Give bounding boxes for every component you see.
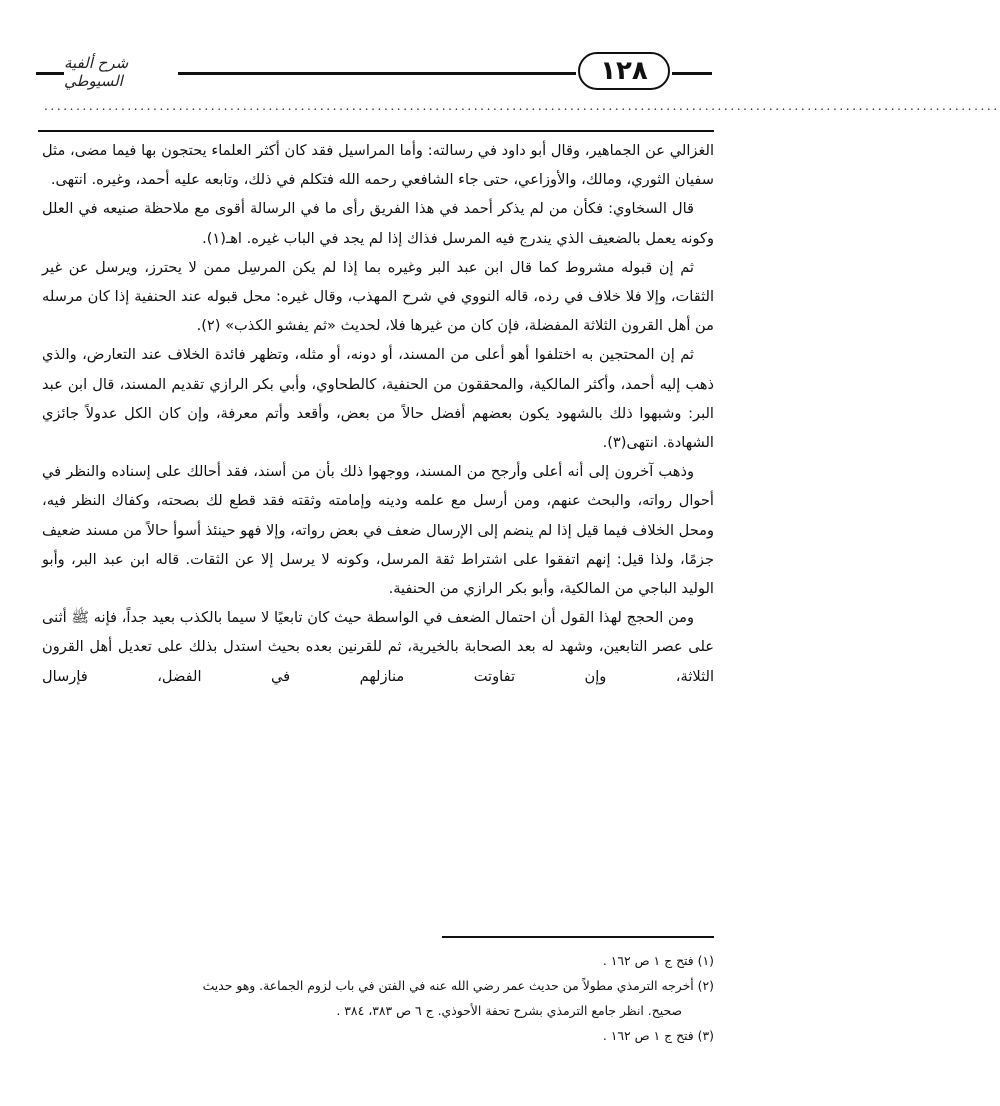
top-rule <box>38 130 714 132</box>
dotted-separator: ..................................................................................................................................................... <box>44 99 1000 113</box>
paragraph-4: ثم إن المحتجين به اختلفوا أهو أعلى من المسند، أو دونه، أو مثله، وتظهر فائدة الخلاف عند التعارض، والذي ذهب إليه أحمد، وأكثر المالكية، والمحققون من الحنفية، كالطحاوي، وأبي بكر الرازي تقديم المسند، قال ابن عبد البر: وشبهوا ذلك بالشهود يكون بعضهم أفضل حالاً من بعض، وأقعد وأتم معرفة، وإن كان الكل عدولاً جائزي الشهادة. انتهى(٣). <box>42 346 714 452</box>
header-rule-left <box>36 72 64 75</box>
paragraph-5: وذهب آخرون إلى أنه أعلى وأرجح من المسند، ووجهوا ذلك بأن من أسند، فقد أحالك على إسناده والنظر في أحوال رواته، والبحث عنهم، ومن أرسل مع علمه ودينه وإمامته وثقته فقد قطع لك بصحته، وكفاك النظر فيه، ومحل الخلاف فيما قيل إذا لم ينضم إلى الإرسال ضعف في بعض رواته، وإلا فهو حينئذ أسوأ حالاً من مسند ضعيف جزمًا، ولذا قيل: إنهم اتفقوا على اشتراط ثقة المرسل، وكونه لا يرسل إلا عن الثقات. قاله ابن عبد البر، وأبو الوليد الباجي من المالكية، وأبو بكر الرازي من الحنفية. <box>42 463 714 598</box>
footnote-2: (٢) أخرجه الترمذي مطولاً من حديث عمر رضي الله عنه في الفتن في باب لزوم الجماعة. وهو حديث <box>202 978 714 993</box>
page-number: ١٢٨ <box>578 52 670 90</box>
footnote-2-continued: صحيح. انظر جامع الترمذي بشرح تحفة الأحوذي. ج ٦ ص ٣٨٣، ٣٨٤ . <box>336 1003 682 1018</box>
header-rule-right <box>672 72 712 75</box>
paragraph-6: ومن الحجج لهذا القول أن احتمال الضعف في الواسطة حيث كان تابعيًا لا سيما بالكذب بعيد جداً، فإنه ﷺ أثنى على عصر التابعين، وشهد له بعد الصحابة بالخيرية، ثم للقرنين بعده بحيث استدل بذلك على تعديل أهل القرون الثلاثة، وإن تفاوتت منازلهم في الفضل، فإرسال <box>42 609 714 685</box>
footnote-3: (٣) فتح ج ١ ص ١٦٢ . <box>602 1028 714 1043</box>
running-title: شرح ألفية السيوطي <box>64 54 129 90</box>
main-text <box>42 136 714 691</box>
paragraph-1: الغزالي عن الجماهير، وقال أبو داود في رسالته: وأما المراسيل فقد كان أكثر العلماء يحتجون بها فيما مضى، مثل سفيان الثوري، ومالك، والأوزاعي، حتى جاء الشافعي رحمه الله فتكلم في ذلك، وتابعه عليه أحمد، وغيره. انتهى. <box>42 142 714 189</box>
footnotes <box>42 948 714 1048</box>
paragraph-3: ثم إن قبوله مشروط كما قال ابن عبد البر وغيره بما إذا لم يكن المرسِل ممن لا يحترز، ويرسل عن غير الثقات، وإلا فلا خلاف في رده، قاله النووي في شرح المهذب، وقال غيره: محل قبوله عند الحنفية إذا كان مرسله من أهل القرون الثلاثة المفضلة، فإن كان من غيرها فلا، لحديث «ثم يفشو الكذب» (٢). <box>42 258 714 335</box>
header-rule-middle <box>178 72 576 75</box>
footnote-1: (١) فتح ج ١ ص ١٦٢ . <box>602 953 714 968</box>
footnote-rule <box>442 936 714 938</box>
paragraph-2: قال السخاوي: فكأن من لم يذكر أحمد في هذا الفريق رأى ما في الرسالة أقوى مع ملاحظة صنيعه في العلل وكونه يعمل بالضعيف الذي يندرج فيه المرسل فذاك إذا لم يجد في الباب غيره. اهـ(١). <box>42 200 714 247</box>
